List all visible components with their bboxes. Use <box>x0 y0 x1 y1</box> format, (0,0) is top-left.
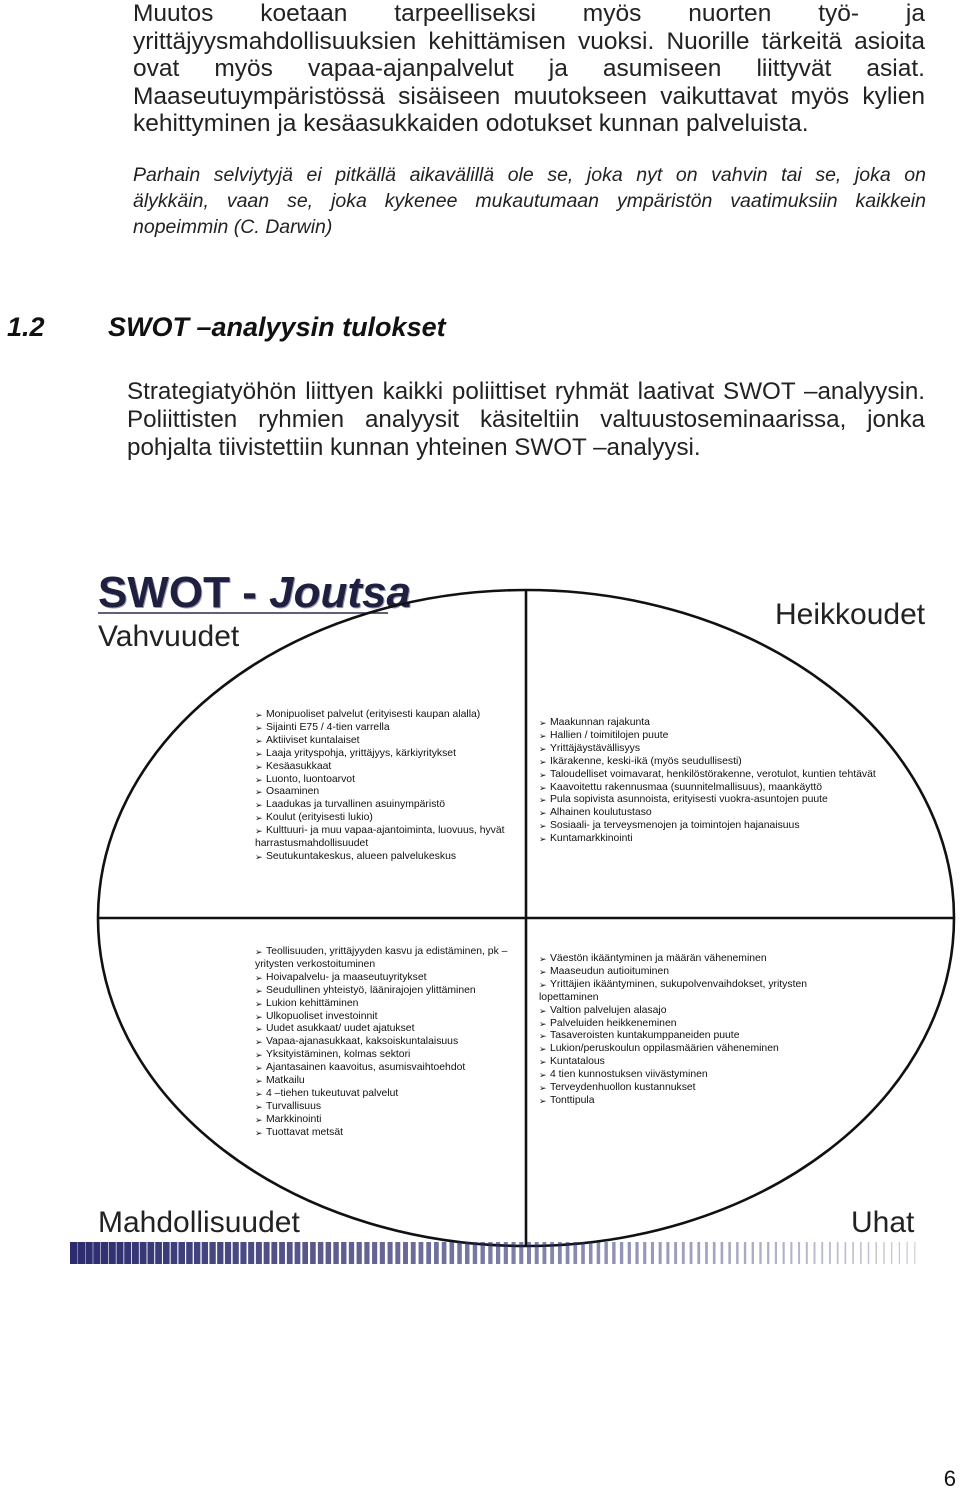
gradient-stripe <box>674 1242 677 1264</box>
gradient-stripe <box>899 1242 900 1264</box>
gradient-stripe <box>511 1242 515 1264</box>
decorative-gradient-bar <box>70 1242 922 1264</box>
gradient-stripe <box>481 1242 485 1264</box>
list-item: ➢ Ikärakenne, keski-ikä (myös seudullisesti) <box>539 755 742 767</box>
gradient-stripe <box>411 1242 416 1264</box>
gradient-stripe <box>171 1242 178 1264</box>
gradient-stripe <box>666 1242 669 1264</box>
gradient-stripe <box>643 1242 646 1264</box>
list-item: ➢ Aktiiviset kuntalaiset <box>255 734 360 746</box>
bullet-arrow-icon: ➢ <box>539 1070 547 1081</box>
list-item: ➢ Lukion/peruskoulun oppilasmäärien väheneminen <box>539 1043 779 1055</box>
bullet-arrow-icon: ➢ <box>255 947 263 957</box>
gradient-stripe <box>829 1242 831 1264</box>
bullet-arrow-icon: ➢ <box>255 1011 263 1022</box>
intro-line: yrittäjyysmahdollisuuksien kehittämisen vuoksi. Nuorille tärkeitä asioita <box>133 27 925 55</box>
list-item-continuation: harrastusmahdollisuudet <box>255 838 369 850</box>
bullet-arrow-icon: ➢ <box>539 1044 547 1055</box>
gradient-stripe <box>302 1242 308 1264</box>
gradient-stripe <box>194 1242 200 1264</box>
gradient-stripe <box>465 1242 469 1264</box>
list-item: ➢ Kuntamarkkinointi <box>539 833 633 845</box>
gradient-stripe <box>473 1242 477 1264</box>
gradient-stripe <box>860 1242 862 1264</box>
bullet-arrow-icon: ➢ <box>255 774 263 785</box>
gradient-stripe <box>186 1242 193 1264</box>
list-item: ➢ Tuottavat metsät <box>255 1126 344 1138</box>
gradient-stripe <box>558 1242 562 1264</box>
bullet-arrow-icon: ➢ <box>539 718 547 728</box>
bullet-arrow-icon: ➢ <box>255 1050 263 1061</box>
intro-line: kehittyminen ja kesäasukkaiden odotukset kunnan palveluista. <box>133 110 809 138</box>
intro-line: ovat myös vapaa-ajanpalvelut ja asumiseen liittyvät asiat. <box>133 55 925 83</box>
gradient-stripe <box>542 1242 546 1264</box>
gradient-stripe <box>124 1242 131 1264</box>
gradient-stripe <box>635 1242 638 1264</box>
gradient-stripe <box>736 1242 738 1264</box>
section-title: SWOT –analyysin tulokset <box>108 312 446 342</box>
gradient-stripe <box>450 1242 455 1264</box>
bullet-arrow-icon: ➢ <box>539 730 547 741</box>
label-threats: Uhat <box>851 1206 915 1239</box>
threats-list <box>539 953 819 1108</box>
gradient-stripe <box>372 1242 377 1264</box>
label-strengths: Vahvuudet <box>98 620 240 653</box>
quote-line: nopeimmin (C. Darwin) <box>133 216 333 238</box>
list-item: ➢ Seudullinen yhteistyö, läänirajojen ylittäminen <box>255 984 476 996</box>
bullet-arrow-icon: ➢ <box>255 722 263 733</box>
gradient-stripe <box>233 1242 239 1264</box>
gradient-stripe <box>116 1242 123 1264</box>
list-item: ➢ Kulttuuri- ja muu vapaa-ajantoiminta, luovuus, hyvät <box>255 825 505 837</box>
gradient-stripe <box>202 1242 208 1264</box>
gradient-stripe <box>426 1242 431 1264</box>
gradient-stripe <box>264 1242 270 1264</box>
gradient-stripe <box>248 1242 254 1264</box>
list-item: ➢ Tasaveroisten kuntakumppaneiden puute <box>539 1030 740 1042</box>
intro-line: Maaseutuympäristössä sisäiseen muutokseen vaikuttavat myös kylien <box>133 82 925 110</box>
gradient-stripe <box>217 1242 223 1264</box>
gradient-stripe <box>682 1242 685 1264</box>
bullet-arrow-icon: ➢ <box>539 1057 547 1068</box>
bullet-arrow-icon: ➢ <box>255 761 263 772</box>
list-item: ➢ Terveydenhuollon kustannukset <box>539 1082 696 1094</box>
bullet-arrow-icon: ➢ <box>539 808 547 819</box>
gradient-stripe <box>163 1242 170 1264</box>
list-item: ➢ Lukion kehittäminen <box>255 997 359 1009</box>
gradient-stripe <box>721 1242 724 1264</box>
list-item: ➢ Seutukuntakeskus, alueen palvelukeskus <box>255 850 457 862</box>
gradient-stripe <box>287 1242 293 1264</box>
gradient-stripe <box>256 1242 262 1264</box>
bullet-arrow-icon: ➢ <box>539 834 547 845</box>
gradient-stripe <box>279 1242 285 1264</box>
gradient-stripe <box>93 1242 100 1264</box>
bullet-arrow-icon: ➢ <box>255 851 263 862</box>
section-line: Strategiatyöhön liittyen kaikki poliittiset ryhmät laativat SWOT –analyysin. <box>127 378 925 405</box>
label-weaknesses: Heikkoudet <box>775 598 926 631</box>
gradient-stripe <box>852 1242 854 1264</box>
list-item: ➢ Laadukas ja turvallinen asuinympäristö <box>255 799 446 811</box>
list-item: ➢ Ulkopuoliset investoinnit <box>255 1010 378 1022</box>
gradient-stripe <box>496 1242 500 1264</box>
bullet-arrow-icon: ➢ <box>539 756 547 767</box>
list-item: ➢ Hoivapalvelu- ja maaseutuyritykset <box>255 971 427 983</box>
section-line: Poliittisten ryhmien analyysit käsiteltiin valtuustoseminaarissa, jonka <box>127 406 925 433</box>
list-item-continuation: lopettaminen <box>539 991 599 1003</box>
list-item: ➢ Valtion palvelujen alasajo <box>539 1004 667 1016</box>
bullet-arrow-icon: ➢ <box>539 743 547 754</box>
strengths-list <box>255 709 517 864</box>
section-number: 1.2 <box>7 312 45 342</box>
bullet-arrow-icon: ➢ <box>255 1101 263 1112</box>
list-item: ➢ Sijainti E75 / 4-tien varrella <box>255 721 390 733</box>
gradient-stripe <box>837 1242 839 1264</box>
gradient-stripe <box>310 1242 316 1264</box>
bullet-arrow-icon: ➢ <box>539 966 547 977</box>
gradient-stripe <box>78 1242 85 1264</box>
bullet-arrow-icon: ➢ <box>255 1127 263 1138</box>
bullet-arrow-icon: ➢ <box>539 1095 547 1106</box>
gradient-stripe <box>783 1242 785 1264</box>
list-item: ➢ Pula sopivista asunnoista, erityisesti vuokra-asuntojen puute <box>539 794 828 806</box>
gradient-stripe <box>612 1242 615 1264</box>
gradient-stripe <box>744 1242 746 1264</box>
gradient-stripe <box>690 1242 693 1264</box>
gradient-stripe <box>914 1242 915 1264</box>
bullet-arrow-icon: ➢ <box>255 1076 263 1087</box>
gradient-stripe <box>806 1242 808 1264</box>
opportunities-list <box>255 946 517 1140</box>
bullet-arrow-icon: ➢ <box>539 1031 547 1042</box>
list-item-continuation: yritysten verkostoituminen <box>255 958 376 970</box>
list-item: ➢ Maaseudun autioituminen <box>539 965 669 977</box>
bullet-arrow-icon: ➢ <box>539 1018 547 1029</box>
gradient-stripe <box>271 1242 277 1264</box>
gradient-stripe <box>798 1242 800 1264</box>
label-opportunities: Mahdollisuudet <box>98 1206 300 1239</box>
gradient-stripe <box>814 1242 816 1264</box>
gradient-stripe <box>318 1242 324 1264</box>
gradient-stripe <box>566 1242 570 1264</box>
gradient-stripe <box>147 1242 154 1264</box>
gradient-stripe <box>140 1242 147 1264</box>
intro-line: Muutos koetaan tarpeelliseksi myös nuorten työ- ja <box>133 0 925 27</box>
gradient-stripe <box>434 1242 439 1264</box>
weaknesses-list <box>539 717 899 846</box>
list-item: ➢ Taloudelliset voimavarat, henkilöstörakenne, verotulot, kuntien tehtävät <box>539 768 876 780</box>
list-item: ➢ 4 –tiehen tukeutuvat palvelut <box>255 1087 399 1099</box>
bullet-arrow-icon: ➢ <box>539 979 547 990</box>
gradient-stripe <box>821 1242 823 1264</box>
bullet-arrow-icon: ➢ <box>539 1083 547 1094</box>
list-item: ➢ Uudet asukkaat/ uudet ajatukset <box>255 1023 415 1035</box>
list-item: ➢ Yrittäjien ikääntyminen, sukupolvenvaihdokset, yritysten <box>539 978 808 990</box>
list-item: ➢ Yrittäjäystävällisyys <box>539 742 641 754</box>
bullet-arrow-icon: ➢ <box>539 1005 547 1016</box>
bullet-arrow-icon: ➢ <box>255 1114 263 1125</box>
list-item: ➢ Monipuoliset palvelut (erityisesti kaupan alalla) <box>255 709 481 720</box>
gradient-stripe <box>550 1242 554 1264</box>
gradient-stripe <box>109 1242 116 1264</box>
gradient-stripe <box>891 1242 892 1264</box>
list-item: ➢ Luonto, luontoarvot <box>255 773 355 785</box>
bullet-arrow-icon: ➢ <box>255 787 263 798</box>
gradient-stripe <box>790 1242 792 1264</box>
bullet-arrow-icon: ➢ <box>255 1024 263 1035</box>
bullet-arrow-icon: ➢ <box>255 1063 263 1074</box>
gradient-stripe <box>364 1242 369 1264</box>
list-item: ➢ Matkailu <box>255 1075 305 1087</box>
bullet-arrow-icon: ➢ <box>539 954 547 964</box>
gradient-stripe <box>225 1242 231 1264</box>
bullet-arrow-icon: ➢ <box>255 710 263 720</box>
gradient-stripe <box>295 1242 301 1264</box>
page-number: 6 <box>943 1466 956 1491</box>
list-item: ➢ Laaja yrityspohja, yrittäjyys, kärkiyritykset <box>255 747 456 759</box>
gradient-stripe <box>705 1242 708 1264</box>
gradient-stripe <box>155 1242 162 1264</box>
gradient-stripe <box>209 1242 215 1264</box>
section-line: pohjalta tiivistettiin kunnan yhteinen SWOT –analyysi. <box>127 434 701 461</box>
list-item: ➢ Osaaminen <box>255 786 320 798</box>
gradient-stripe <box>341 1242 346 1264</box>
gradient-stripe <box>651 1242 654 1264</box>
bullet-arrow-icon: ➢ <box>539 769 547 780</box>
list-item: ➢ Vapaa-ajanasukkaat, kaksoiskuntalaisuus <box>255 1036 459 1048</box>
gradient-stripe <box>442 1242 447 1264</box>
bullet-arrow-icon: ➢ <box>255 1037 263 1048</box>
gradient-stripe <box>589 1242 593 1264</box>
gradient-stripe <box>85 1242 92 1264</box>
list-item: ➢ Ajantasainen kaavoitus, asumisvaihtoehdot <box>255 1062 466 1074</box>
gradient-stripe <box>403 1242 408 1264</box>
bullet-arrow-icon: ➢ <box>255 985 263 996</box>
list-item: ➢ Kuntatalous <box>539 1056 605 1068</box>
gradient-stripe <box>349 1242 354 1264</box>
bullet-arrow-icon: ➢ <box>255 826 263 837</box>
gradient-stripe <box>457 1242 462 1264</box>
gradient-stripe <box>775 1242 777 1264</box>
list-item: ➢ 4 tien kunnostuksen viivästyminen <box>539 1069 708 1081</box>
gradient-stripe <box>868 1242 870 1264</box>
bullet-arrow-icon: ➢ <box>255 748 263 759</box>
bullet-arrow-icon: ➢ <box>255 1088 263 1099</box>
gradient-stripe <box>395 1242 400 1264</box>
gradient-stripe <box>240 1242 246 1264</box>
list-item: ➢ Sosiaali- ja terveysmenojen ja toimintojen hajanaisuus <box>539 820 800 832</box>
gradient-stripe <box>70 1242 77 1264</box>
gradient-stripe <box>628 1242 631 1264</box>
gradient-stripe <box>388 1242 393 1264</box>
gradient-stripe <box>697 1242 700 1264</box>
gradient-stripe <box>876 1242 877 1264</box>
quote-line: Parhain selviytyjä ei pitkällä aikavälillä ole se, joka nyt on vahvin tai se, joka on <box>133 164 926 186</box>
gradient-stripe <box>419 1242 424 1264</box>
list-item: ➢ Koulut (erityisesti lukio) <box>255 812 373 824</box>
gradient-stripe <box>597 1242 600 1264</box>
gradient-stripe <box>713 1242 716 1264</box>
bullet-arrow-icon: ➢ <box>539 782 547 793</box>
list-item: ➢ Tonttipula <box>539 1094 595 1106</box>
list-item: ➢ Yksityistäminen, kolmas sektori <box>255 1049 411 1061</box>
list-item: ➢ Turvallisuus <box>255 1100 322 1112</box>
gradient-stripe <box>519 1242 523 1264</box>
quote-line: älykkäin, vaan se, joka kykenee mukautumaan ympäristön vaatimuksiin kaikkein <box>133 190 926 212</box>
gradient-stripe <box>357 1242 362 1264</box>
gradient-stripe <box>581 1242 585 1264</box>
gradient-stripe <box>620 1242 623 1264</box>
gradient-stripe <box>488 1242 492 1264</box>
list-item: ➢ Väestön ikääntyminen ja määrän väheneminen <box>539 953 767 964</box>
gradient-stripe <box>752 1242 754 1264</box>
gradient-stripe <box>883 1242 884 1264</box>
list-item: ➢ Alhainen koulutustaso <box>539 807 652 819</box>
gradient-stripe <box>767 1242 769 1264</box>
gradient-stripe <box>845 1242 847 1264</box>
bullet-arrow-icon: ➢ <box>539 795 547 806</box>
gradient-stripe <box>504 1242 508 1264</box>
bullet-arrow-icon: ➢ <box>539 821 547 832</box>
list-item: ➢ Kaavoitettu rakennusmaa (suunnitelmallisuus), maankäyttö <box>539 781 823 793</box>
gradient-stripe <box>573 1242 577 1264</box>
swot-title-plain: SWOT - <box>98 568 270 617</box>
list-item: ➢ Kesäasukkaat <box>255 760 332 772</box>
gradient-stripe <box>604 1242 607 1264</box>
gradient-stripe <box>728 1242 731 1264</box>
swot-title-place: Joutsa <box>269 568 411 617</box>
bullet-arrow-icon: ➢ <box>255 800 263 811</box>
bullet-arrow-icon: ➢ <box>255 735 263 746</box>
gradient-stripe <box>101 1242 108 1264</box>
bullet-arrow-icon: ➢ <box>255 813 263 824</box>
gradient-stripe <box>178 1242 185 1264</box>
gradient-stripe <box>132 1242 139 1264</box>
bullet-arrow-icon: ➢ <box>255 998 263 1009</box>
gradient-stripe <box>907 1242 908 1264</box>
gradient-stripe <box>326 1242 331 1264</box>
gradient-stripe <box>659 1242 662 1264</box>
gradient-stripe <box>535 1242 539 1264</box>
gradient-stripe <box>333 1242 338 1264</box>
list-item: ➢ Maakunnan rajakunta <box>539 717 650 728</box>
gradient-stripe <box>759 1242 761 1264</box>
list-item: ➢ Teollisuuden, yrittäjyyden kasvu ja edistäminen, pk – <box>255 946 508 957</box>
gradient-stripe <box>380 1242 385 1264</box>
gradient-stripe <box>527 1242 531 1264</box>
bullet-arrow-icon: ➢ <box>255 972 263 983</box>
list-item: ➢ Palveluiden heikkeneminen <box>539 1017 677 1029</box>
list-item: ➢ Markkinointi <box>255 1113 322 1125</box>
list-item: ➢ Hallien / toimitilojen puute <box>539 729 669 741</box>
